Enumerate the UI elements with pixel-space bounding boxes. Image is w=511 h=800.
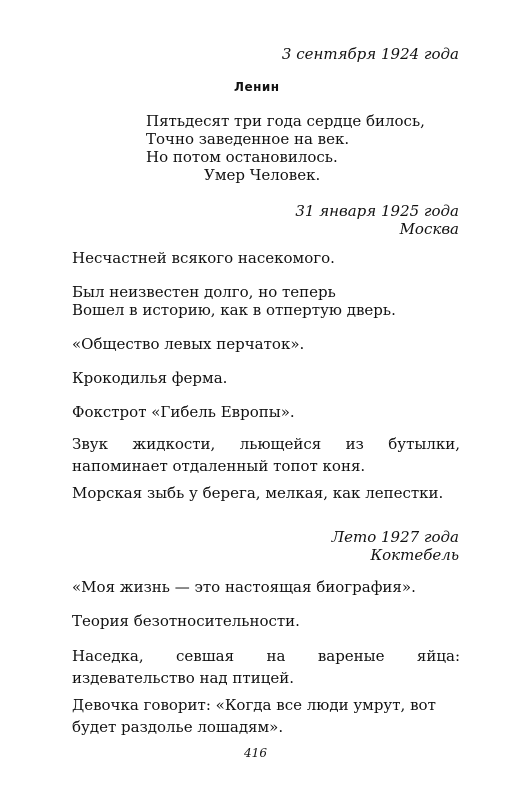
poem-line: Пятьдесят три года сердце билось, [146, 112, 425, 130]
poem-line: Умер Человек. [204, 166, 321, 184]
entry-date: Лето 1927 года [331, 528, 459, 546]
note-paragraph: Звук жидкости, льющейся из бутылки, напоминает отдаленный топот коня. [72, 435, 460, 475]
note-paragraph: Несчастней всякого насекомого. [72, 249, 335, 267]
note-paragraph: Девочка говорит: «Когда все люди умрут, вот будет раздолье лошадям». [72, 696, 436, 736]
entry-date: 31 января 1925 года [295, 202, 459, 220]
note-paragraph: Морская зыбь у берега, мелкая, как лепестки. [72, 484, 444, 502]
poem-title: Ленин [234, 80, 280, 94]
note-paragraph: Фокстрот «Гибель Европы». [72, 403, 295, 421]
note-line: Был неизвестен долго, но теперь [72, 283, 336, 301]
note-paragraph: Крокодилья ферма. [72, 369, 228, 387]
poem-line: Но потом остановилось. [146, 148, 338, 166]
note-line: Вошел в историю, как в отпертую дверь. [72, 301, 396, 319]
entry-date: 3 сентября 1924 года [281, 45, 459, 63]
note-paragraph: «Моя жизнь — это настоящая биография». [72, 578, 416, 596]
poem-line: Точно заведенное на век. [146, 130, 350, 148]
page-number: 416 [244, 746, 267, 760]
entry-place: Москва [399, 220, 459, 238]
entry-place: Коктебель [370, 546, 459, 564]
note-paragraph: Наседка, севшая на вареные яйца: издевательство над птицей. [72, 647, 460, 687]
note-paragraph: Теория безотносительности. [72, 612, 300, 630]
note-paragraph: «Общество левых перчаток». [72, 335, 305, 353]
